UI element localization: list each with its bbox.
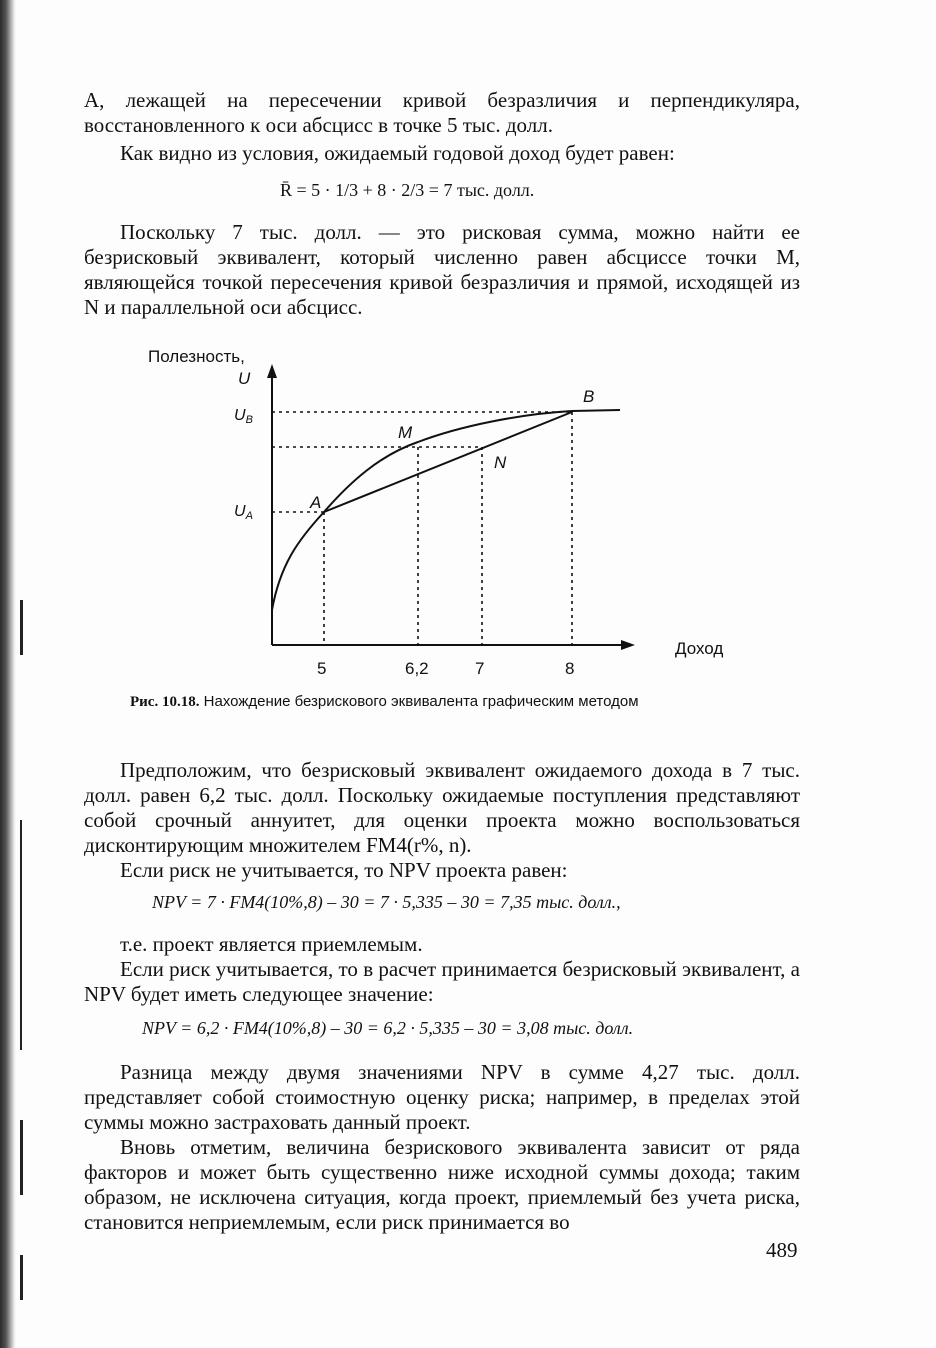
scan-artifact	[20, 1120, 23, 1195]
page-number: 489	[766, 1238, 798, 1262]
paragraph: Поскольку 7 тыс. долл. — это рисковая сумма, можно найти ее безрисковый эквивалент, который численно равен абсциссе точки M, являющейся точкой пересечения кривой безразличия и прямой, исходящей из N и параллельной оси абсцисс.	[84, 220, 800, 319]
point-b-label: B	[583, 387, 595, 406]
utility-diagram	[130, 340, 770, 690]
caption-text: Нахождение безрискового эквивалента графическим методом	[203, 693, 639, 710]
label-ua: UA	[234, 503, 253, 522]
formula-npv-risk: NPV = 6,2 · FM4(10%,8) – 30 = 6,2 · 5,335 – 30 = 3,08 тыс. долл.	[142, 1018, 634, 1038]
paragraph: Вновь отметим, величина безрискового эквивалента зависит от ряда факторов и может быть существенно ниже исходной суммы дохода; таким образом, не исключена ситуация, когда проект, приемлемый без учета риска, становится неприемлемым, если риск принимается во	[84, 1135, 800, 1234]
text-block-top	[84, 88, 800, 166]
chord-ab	[324, 412, 572, 512]
x-axis-arrow	[621, 640, 635, 650]
point-m-label: M	[398, 423, 413, 442]
indifference-curve	[272, 410, 620, 610]
tick-label: 5	[317, 659, 327, 678]
point-a-label: A	[310, 493, 322, 512]
text-block-3	[84, 758, 800, 883]
paragraph: Если риск не учитывается, то NPV проекта равен:	[120, 858, 568, 882]
tick-label: 7	[475, 659, 485, 678]
x-axis-label: Доход	[675, 639, 724, 658]
paragraph: Разница между двумя значениями NPV в сумме 4,27 тыс. долл. представляет собой стоимостную оценку риска; например, в пределах этой суммы можно застраховать данный проект.	[84, 1060, 800, 1134]
y-axis-arrow	[267, 364, 277, 378]
point-n-label: N	[494, 453, 507, 472]
y-axis-symbol: U	[238, 369, 251, 388]
paragraph: Если риск учитывается, то в расчет принимается безрисковый эквивалент, а NPV будет иметь следующее значение:	[84, 957, 800, 1006]
formula-npv-no-risk: NPV = 7 · FM4(10%,8) – 30 = 7 · 5,335 – 30 = 7,35 тыс. долл.,	[152, 892, 621, 912]
paragraph: A, лежащей на пересечении кривой безразличия и перпендикуляра, восстановленного к оси абсцисс в точке 5 тыс. долл.	[84, 88, 800, 137]
formula-expected-income: R̄ = 5 · 1/3 + 8 · 2/3 = 7 тыс. долл.	[280, 180, 535, 200]
y-axis-label: Полезность,	[148, 347, 245, 366]
scan-shadow	[0, 0, 16, 1348]
paragraph: Предположим, что безрисковый эквивалент ожидаемого дохода в 7 тыс. долл. равен 6,2 тыс. долл. Поскольку ожидаемые поступления представляют собой срочный аннуитет, для оценки проекта можно воспользоваться дисконтирующим множителем FM4(r%, n).	[84, 758, 800, 857]
caption-number: Рис. 10.18.	[130, 694, 200, 710]
tick-label: 8	[565, 659, 575, 678]
scan-artifact	[20, 1255, 23, 1300]
paragraph: Как видно из условия, ожидаемый годовой доход будет равен:	[120, 141, 675, 165]
text-block-4	[84, 932, 800, 1007]
text-block-5	[84, 1060, 800, 1235]
paragraph: т.е. проект является приемлемым.	[120, 932, 423, 956]
scan-artifact	[20, 820, 22, 1050]
text-block-2	[84, 220, 800, 320]
tick-label: 6,2	[405, 659, 429, 678]
figure-caption	[130, 693, 639, 711]
scan-artifact	[20, 600, 23, 655]
label-ub: UB	[234, 407, 253, 426]
